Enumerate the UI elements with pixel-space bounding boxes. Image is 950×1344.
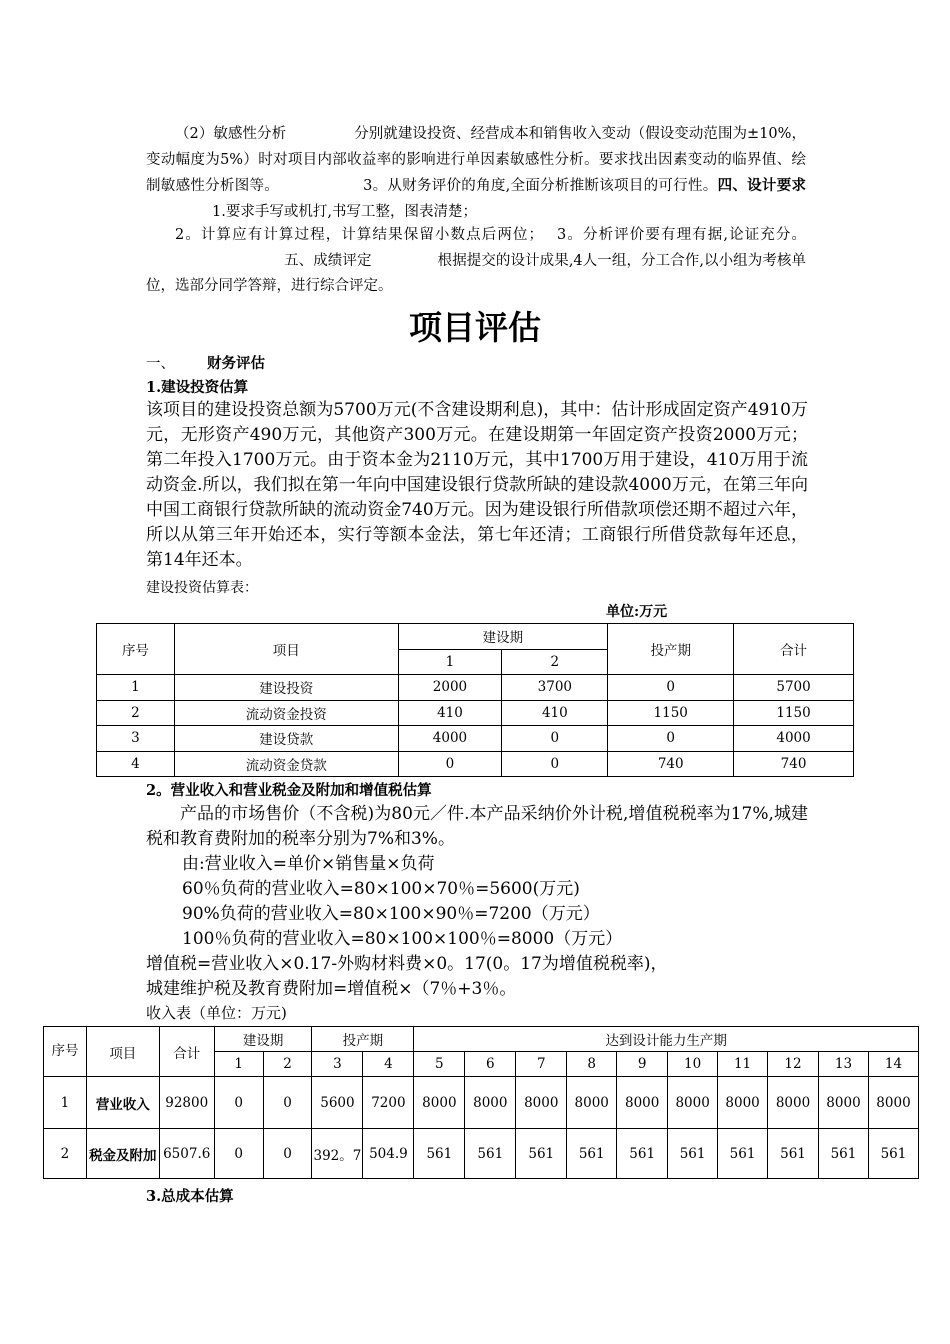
intro-req1: 1.要求手写或机打,书写工整，图表清楚； (212, 203, 477, 220)
t2-header-production: 投产期 (312, 1027, 414, 1052)
table-cell: 建设投资 (174, 675, 398, 701)
intro-item3: 3。从财务评价的角度,全面分析推断该项目的可行性。 (363, 178, 718, 194)
table-cell: 561 (617, 1129, 668, 1179)
intro-sensitivity-text: 分别就建设投资、经营成本和销售收入变动（假设变动范围为±10%，变动幅度为5%）时对项目内部收益率的影响进行单因素敏感性分析。要求找出因素变动的临界值、绘制敏感性分析图等。 (146, 126, 806, 194)
t2-header-design: 达到设计能力生产期 (414, 1027, 919, 1052)
investment-table (96, 623, 854, 777)
t2-year: 9 (617, 1052, 668, 1077)
t1-header-seq: 序号 (97, 624, 175, 675)
table-cell: 8000 (819, 1077, 869, 1129)
table-cell: 8000 (617, 1077, 668, 1129)
table-cell: 建设贷款 (174, 726, 398, 752)
investment-paragraph: 该项目的建设投资总额为5700万元(不含建设期利息)，其中：估计形成固定资产4910万元，无形资产490万元，其他资产300万元。在建设期第一年固定资产投资2000万元；第二年投入1700万元。由于资本金为2110万元，其中1700万用于建设，410万用于流动资金.所以，我们拟在第一年向中国建设银行贷款所缺的建设款4000万元，在第三年向中国工商银行贷款所缺的流动资金740万元。因为建设银行所借款项偿还期不超过六年，所以从第三年开始还本，实行等额本金法，第七年还清；工商银行所借贷款每年还息，第14年还本。 (146, 400, 808, 570)
table-cell: 561 (567, 1129, 617, 1179)
table-cell: 0 (502, 751, 608, 777)
t1-header-construction: 建设期 (398, 624, 608, 650)
revenue-table (43, 1026, 919, 1179)
table2-caption: 收入表（单位：万元) (146, 1004, 287, 1022)
table-cell: 1 (44, 1077, 87, 1129)
table-cell: 6507.6 (159, 1129, 214, 1179)
table-cell: 5700 (734, 675, 854, 701)
table-row (44, 1129, 919, 1179)
formula-line: 100％负荷的营业收入=80×100×100％=8000（万元） (182, 929, 623, 949)
table-cell: 流动资金贷款 (174, 751, 398, 777)
table-cell: 8000 (868, 1077, 918, 1129)
table-cell: 561 (414, 1129, 465, 1179)
table-row (97, 675, 854, 701)
table-cell: 561 (516, 1129, 567, 1179)
table-cell: 1150 (734, 700, 854, 726)
table-cell: 0 (398, 751, 502, 777)
table-cell: 392。7 (312, 1129, 363, 1179)
formula-line: 城建维护税及教育费附加=增值税×（7％+3％。 (146, 979, 517, 999)
table-cell: 营业收入 (86, 1077, 159, 1129)
t2-year: 3 (312, 1052, 363, 1077)
table-cell: 561 (768, 1129, 819, 1179)
table1-caption: 建设投资估算表： (146, 580, 258, 596)
page-title: 项目评估 (409, 308, 541, 347)
formula-line: 增值税=营业收入×0.17-外购材料费×0。17(0。17为增值税税率)， (146, 954, 668, 974)
table-cell: 92800 (159, 1077, 214, 1129)
table-cell: 740 (608, 751, 734, 777)
table-cell: 8000 (567, 1077, 617, 1129)
table1-unit: 单位:万元 (606, 604, 668, 620)
table-cell: 1 (97, 675, 175, 701)
subsection-heading-2: 2。营业收入和营业税金及附加和增值税估算 (146, 782, 432, 799)
table-cell: 流动资金投资 (174, 700, 398, 726)
t2-year: 13 (819, 1052, 869, 1077)
table-cell: 3700 (502, 675, 608, 701)
table-cell: 504.9 (363, 1129, 414, 1179)
t1-header-total: 合计 (734, 624, 854, 675)
table-cell: 4000 (734, 726, 854, 752)
table-cell: 561 (465, 1129, 516, 1179)
table-row (44, 1077, 919, 1129)
t2-header-total: 合计 (159, 1027, 214, 1077)
t2-year: 14 (868, 1052, 918, 1077)
table-row (97, 726, 854, 752)
t2-year: 4 (363, 1052, 414, 1077)
table-cell: 0 (263, 1077, 312, 1129)
t1-header-production: 投产期 (608, 624, 734, 675)
subsection-heading-1: 1.建设投资估算 (146, 379, 249, 396)
t2-header-seq: 序号 (44, 1027, 87, 1077)
formula-line: 60％负荷的营业收入=80×100×70％=5600(万元) (182, 879, 580, 899)
intro-paragraph-1 (146, 122, 806, 225)
table-cell: 8000 (516, 1077, 567, 1129)
t2-year: 5 (414, 1052, 465, 1077)
table-cell: 8000 (668, 1077, 718, 1129)
table-cell: 410 (502, 700, 608, 726)
table-row (97, 700, 854, 726)
t1-header-item: 项目 (174, 624, 398, 675)
intro-section5: 五、成绩评定 (284, 252, 372, 269)
section-number: 一、 (146, 356, 175, 372)
table-cell: 1150 (608, 700, 734, 726)
table-cell: 税金及附加 (86, 1129, 159, 1179)
section-heading-1 (146, 352, 265, 373)
t2-year: 7 (516, 1052, 567, 1077)
table-cell: 0 (263, 1129, 312, 1179)
intro-grading-text: 根据提交的设计成果,4人一组，分工合作,以小组为考核单位，选部分同学答辩，进行综合评定。 (146, 252, 806, 294)
table-cell: 2 (44, 1129, 87, 1179)
t2-year: 11 (718, 1052, 768, 1077)
table-cell: 0 (608, 726, 734, 752)
table-cell: 740 (734, 751, 854, 777)
formula-line: 90%负荷的营业收入=80×100×90％=7200（万元） (182, 904, 600, 924)
table-cell: 561 (868, 1129, 918, 1179)
table-cell: 2000 (398, 675, 502, 701)
table-cell: 561 (819, 1129, 869, 1179)
t2-year: 12 (768, 1052, 819, 1077)
table-cell: 0 (608, 675, 734, 701)
subsection-heading-3: 3.总成本估算 (146, 1188, 234, 1205)
intro-sensitivity-label: （2）敏感性分析 (175, 126, 287, 142)
intro-paragraph-2 (146, 223, 806, 300)
t2-year: 1 (214, 1052, 263, 1077)
section-label: 财务评估 (207, 355, 265, 372)
table-cell: 8000 (414, 1077, 465, 1129)
table-cell: 8000 (465, 1077, 516, 1129)
intro-section4: 四、设计要求 (717, 177, 806, 194)
table-cell: 3 (97, 726, 175, 752)
table-cell: 410 (398, 700, 502, 726)
t2-year: 10 (668, 1052, 718, 1077)
table-cell: 4 (97, 751, 175, 777)
t2-year: 6 (465, 1052, 516, 1077)
table-cell: 4000 (398, 726, 502, 752)
intro-req2: 2。计算应有计算过程，计算结果保留小数点后两位； (175, 227, 544, 243)
table-cell: 2 (97, 700, 175, 726)
table-cell: 5600 (312, 1077, 363, 1129)
table-cell: 0 (214, 1129, 263, 1179)
t2-header-construction: 建设期 (214, 1027, 312, 1052)
t1-header-year1: 1 (398, 649, 502, 675)
table-cell: 0 (502, 726, 608, 752)
t2-year: 2 (263, 1052, 312, 1077)
table-row (97, 751, 854, 777)
table-cell: 561 (668, 1129, 718, 1179)
table-cell: 8000 (718, 1077, 768, 1129)
table-cell: 7200 (363, 1077, 414, 1129)
table-cell: 8000 (768, 1077, 819, 1129)
table-cell: 0 (214, 1077, 263, 1129)
formula-line: 由:营业收入=单价×销售量×负荷 (182, 854, 435, 874)
t2-year: 8 (567, 1052, 617, 1077)
intro-req3: 3。分析评价要有理有据,论证充分。 (557, 227, 806, 243)
table-cell: 561 (718, 1129, 768, 1179)
price-paragraph: 产品的市场售价（不含税)为80元／件.本产品采纳价外计税,增值税税率为17%,城建税和教育费附加的税率分别为7%和3%。 (146, 804, 808, 849)
t1-header-year2: 2 (502, 649, 608, 675)
t2-header-item: 项目 (86, 1027, 159, 1077)
